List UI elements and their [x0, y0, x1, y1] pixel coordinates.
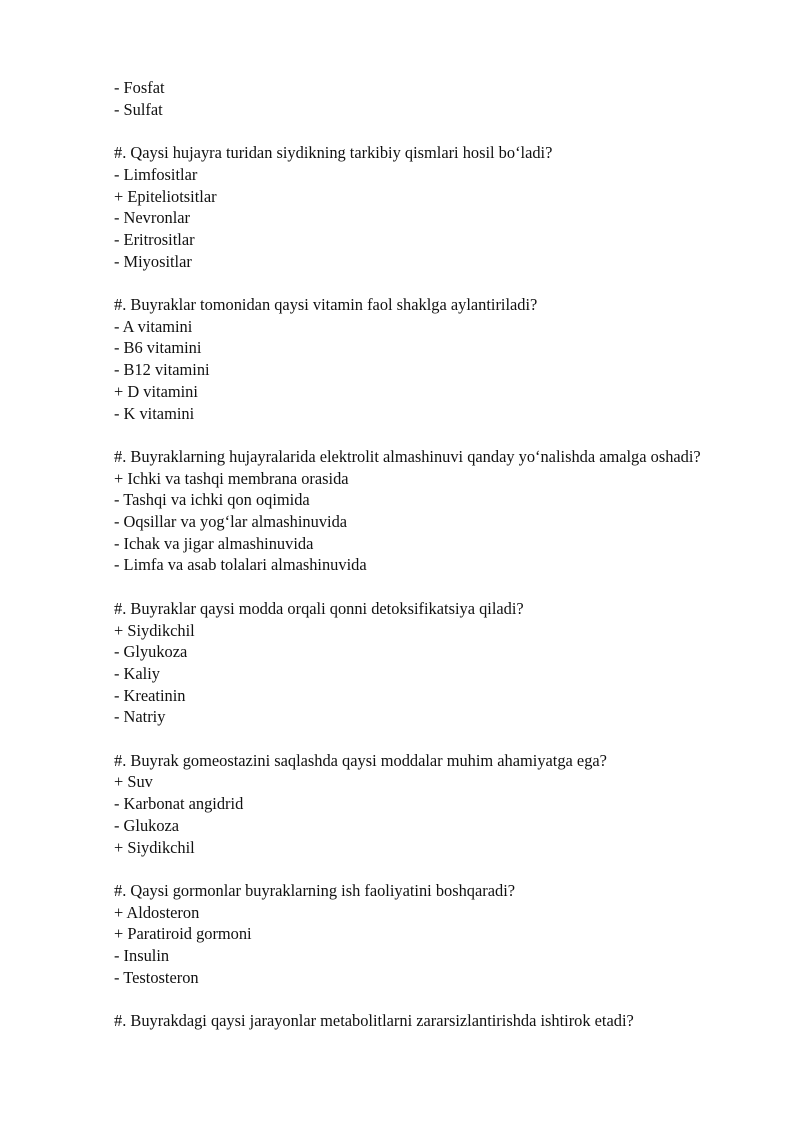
question-text: #. Buyraklarning hujayralarida elektrolit almashinuvi qanday yo‘nalishda amalga oshadi?: [114, 446, 701, 466]
answer-option: - K vitamini: [114, 403, 195, 423]
question-text: #. Buyraklar qaysi modda orqali qonni detoksifikatsiya qiladi?: [114, 598, 524, 618]
answer-option: - Glyukoza: [114, 642, 188, 662]
question-text: #. Buyrakdagi qaysi jarayonlar metabolitlarni zararsizlantirishda ishtirok etadi?: [114, 1011, 634, 1031]
question-block-4: [114, 598, 744, 728]
answer-option: - B6 vitamini: [114, 338, 202, 358]
question-block-1: [114, 142, 744, 272]
answer-option: - Limfa va asab tolalari almashinuvida: [114, 555, 367, 575]
answer-option: - Tashqi va ichki qon oqimida: [114, 490, 310, 510]
answer-option: - B12 vitamini: [114, 360, 210, 380]
answer-option: + Suv: [114, 772, 153, 792]
answer-option: - Eritrositlar: [114, 229, 195, 249]
question-block-6: [114, 880, 744, 989]
answer-option: + Aldosteron: [114, 902, 200, 922]
answer-option: - Limfositlar: [114, 164, 198, 184]
question-block-2: [114, 294, 744, 424]
intro-options-block: [114, 77, 744, 120]
question-block-5: [114, 750, 744, 859]
answer-option: - Nevronlar: [114, 208, 190, 228]
document-page: [114, 77, 744, 1054]
question-text: #. Buyrak gomeostazini saqlashda qaysi moddalar muhim ahamiyatga ega?: [114, 750, 607, 770]
answer-option: - Oqsillar va yog‘lar almashinuvida: [114, 512, 348, 532]
question-block-3: [114, 446, 744, 576]
answer-option: - Karbonat angidrid: [114, 794, 244, 814]
answer-option: - Fosfat: [114, 78, 165, 97]
answer-option: + Siydikchil: [114, 620, 195, 640]
answer-option: - Kaliy: [114, 663, 160, 683]
question-text: #. Qaysi hujayra turidan siydikning tarkibiy qismlari hosil bo‘ladi?: [114, 143, 553, 163]
answer-option: - Ichak va jigar almashinuvida: [114, 533, 314, 553]
answer-option: + Ichki va tashqi membrana orasida: [114, 468, 349, 488]
answer-option: + Epiteliotsitlar: [114, 186, 217, 206]
answer-option: - A vitamini: [114, 316, 193, 336]
question-text: #. Buyraklar tomonidan qaysi vitamin faol shaklga aylantiriladi?: [114, 295, 538, 314]
answer-option: - Sulfat: [114, 99, 163, 119]
answer-option: - Kreatinin: [114, 685, 186, 705]
answer-option: - Insulin: [114, 946, 170, 966]
answer-option: - Testosteron: [114, 967, 199, 987]
answer-option: - Glukoza: [114, 815, 180, 835]
question-block-7: [114, 1010, 744, 1032]
question-text: #. Qaysi gormonlar buyraklarning ish faoliyatini boshqaradi?: [114, 880, 516, 900]
answer-option: - Miyositlar: [114, 251, 192, 271]
answer-option: + Siydikchil: [114, 837, 195, 857]
answer-option: + Paratiroid gormoni: [114, 924, 252, 944]
answer-option: + D vitamini: [114, 381, 198, 401]
answer-option: - Natriy: [114, 707, 166, 727]
